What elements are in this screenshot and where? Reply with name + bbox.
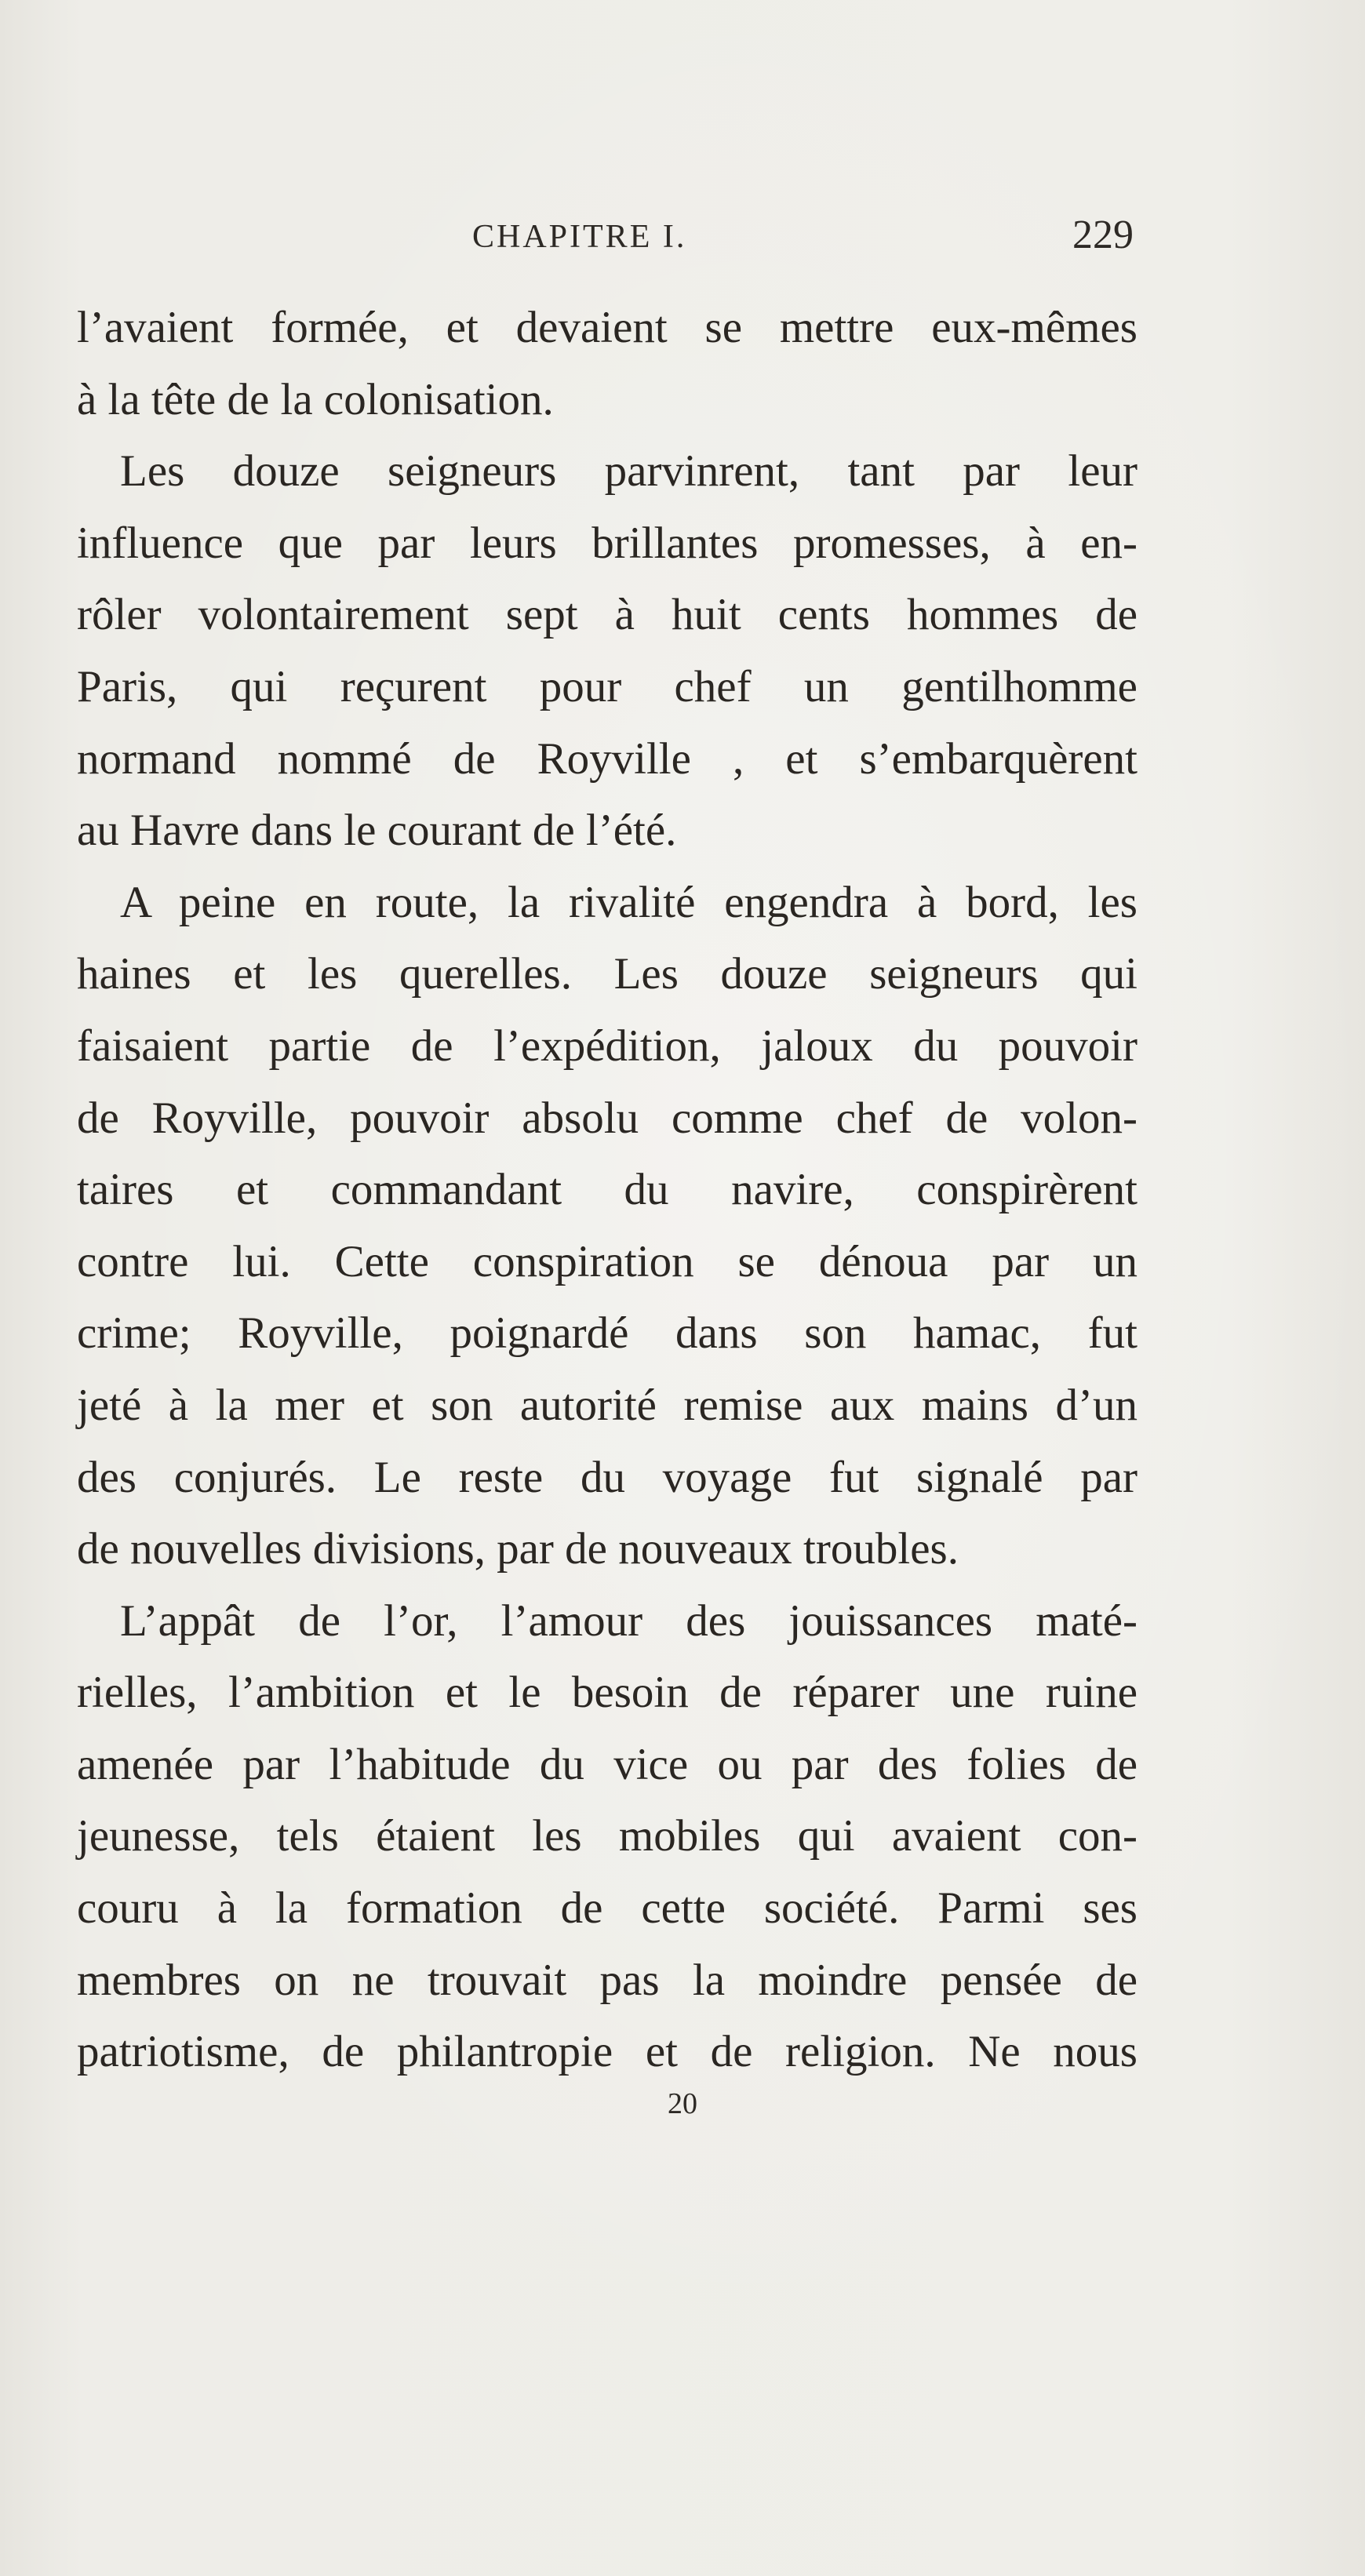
text-line: patriotisme, de philantropie et de religion. Ne nous [77, 2027, 1138, 2077]
text-line: de Royville, pouvoir absolu comme chef de volon- [77, 1093, 1138, 1143]
text-line: jeunesse, tels étaient les mobiles qui avaient con- [77, 1811, 1138, 1861]
page-header [78, 213, 1134, 265]
text-line: amenée par l’habitude du vice ou par des folies de [77, 1739, 1138, 1789]
text-line: Paris, qui reçurent pour chef un gentilhomme [77, 661, 1138, 711]
text-line: A peine en route, la rivalité engendra à bord, les [120, 877, 1138, 927]
page-number: 229 [1072, 213, 1134, 257]
text-line: rielles, l’ambition et le besoin de réparer une ruine [77, 1668, 1138, 1718]
text-line: crime; Royville, poignardé dans son hamac, fut [77, 1308, 1138, 1359]
text-line: normand nommé de Royville , et s’embarquèrent [77, 733, 1138, 784]
text-line: rôler volontairement sept à huit cents hommes de [77, 590, 1138, 640]
text-line: couru à la formation de cette société. Parmi ses [77, 1883, 1138, 1934]
text-line: membres on ne trouvait pas la moindre pensée de [77, 1955, 1138, 2005]
text-line: L’appât de l’or, l’amour des jouissances maté- [120, 1595, 1138, 1646]
text-line: à la tête de la colonisation. [77, 374, 554, 424]
text-line: des conjurés. Le reste du voyage fut signalé par [77, 1452, 1138, 1502]
text-line: haines et les querelles. Les douze seigneurs qui [77, 949, 1138, 999]
text-line: au Havre dans le courant de l’été. [77, 806, 677, 856]
text-line: contre lui. Cette conspiration se dénoua par un [77, 1236, 1138, 1286]
body-text [77, 292, 1138, 2088]
text-line: Les douze seigneurs parvinrent, tant par leur [120, 446, 1138, 497]
signature-mark: 20 [668, 2087, 697, 2120]
running-title: CHAPITRE I. [472, 219, 687, 255]
text-line: jeté à la mer et son autorité remise aux mains d’un [77, 1380, 1138, 1430]
text-line: taires et commandant du navire, conspirèrent [77, 1165, 1138, 1215]
text-line: l’avaient formée, et devaient se mettre eux-mêmes [77, 303, 1138, 352]
text-line: de nouvelles divisions, par de nouveaux troubles. [77, 1524, 959, 1574]
text-line: influence que par leurs brillantes promesses, à en- [77, 518, 1138, 568]
text-line: faisaient partie de l’expédition, jaloux du pouvoir [77, 1021, 1138, 1071]
